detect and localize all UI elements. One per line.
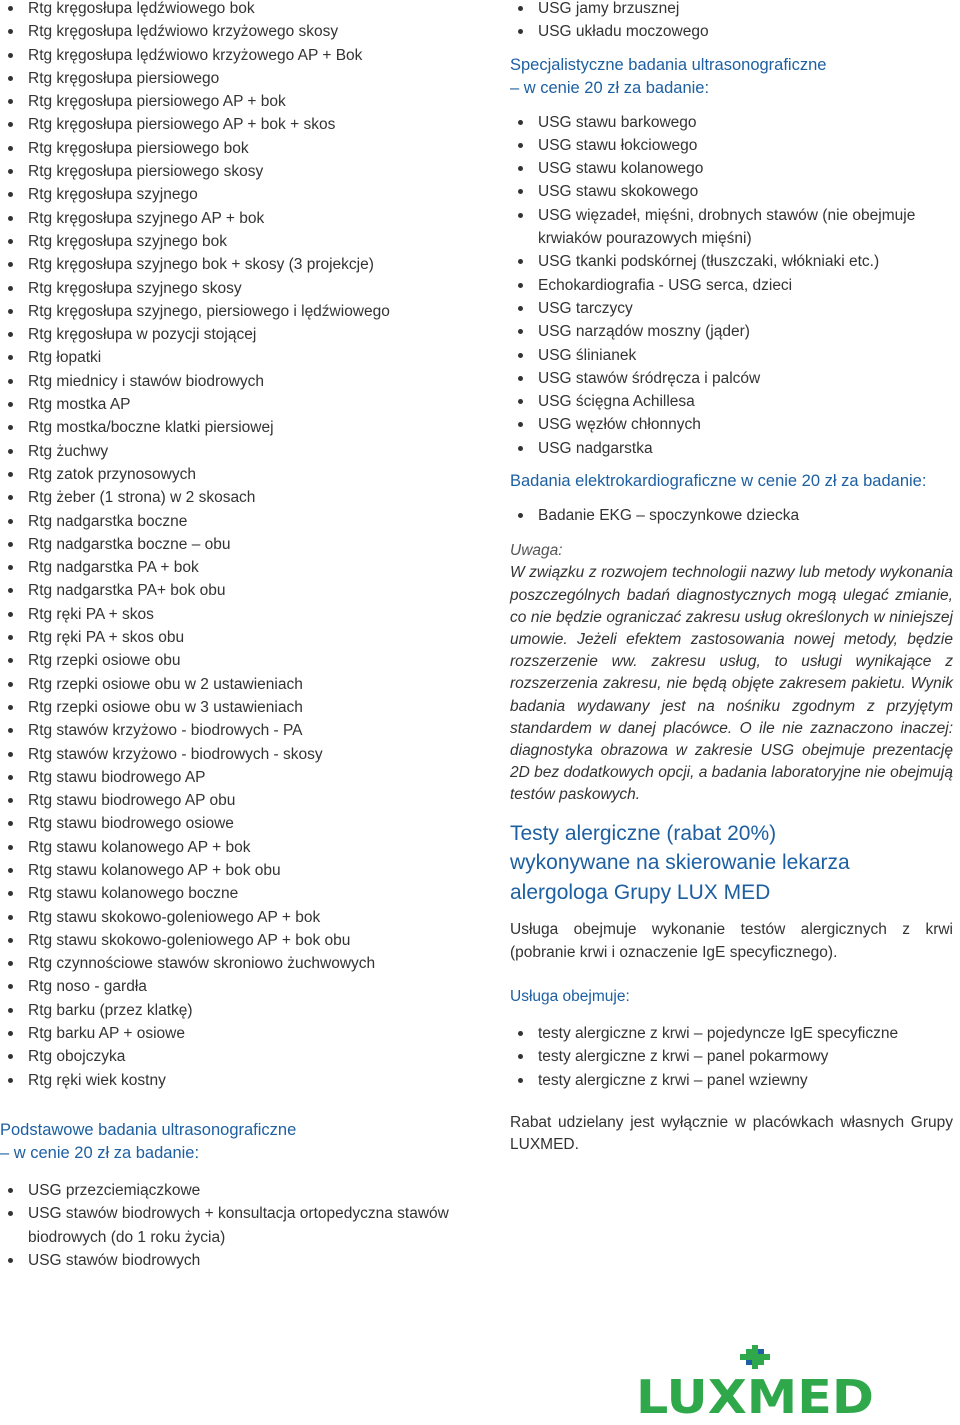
uwaga-text: W związku z rozwojem technologii nazwy lub metody wykonania poszczególnych badań diagnostycznych mogą ulegać zmianie, co nie będzie ograniczać zakresu usług określonych w niniejszej umowie. Jeżeli efektem zastosowania nowej metody, będzie rozszerzenie ww. zakresu usług, to usługi wynikające z rozszerzenia zakresu, nie będą objęte zakresem pakietu. Wynik badania wydawany jest na nośniku zgodnym z przyjętym standardem w danej placówce. O ile nie zaznaczono inaczej: diagnostyka obrazowa w zakresie USG obejmuje prezentację 2D bez dodatkowych opcji, a badania laboratoryjne nie obejmują testów paskowych.	[510, 564, 953, 804]
list-item: testy alergiczne z krwi – pojedyncze IgE specyficzne	[510, 1022, 953, 1045]
usg-special-heading-line1: Specjalistyczne badania ultrasonograficzne	[510, 55, 827, 74]
list-item: Rtg kręgosłupa piersiowego skosy	[0, 160, 460, 183]
list-item: Rtg stawu biodrowego AP obu	[0, 789, 460, 812]
list-item: USG stawów biodrowych	[0, 1249, 450, 1272]
left-column	[0, 0, 460, 1272]
list-item: USG przezciemiączkowe	[0, 1179, 450, 1202]
list-item: Rtg mostka/boczne klatki piersiowej	[0, 416, 460, 439]
list-item: Rtg zatok przynosowych	[0, 463, 460, 486]
list-item: Rtg żuchwy	[0, 440, 460, 463]
list-item: USG węzłów chłonnych	[510, 413, 953, 436]
usg-special-list	[510, 111, 953, 460]
list-item: USG stawów biodrowych + konsultacja ortopedyczna stawów biodrowych (do 1 roku życia)	[0, 1202, 450, 1249]
list-item: Rtg kręgosłupa piersiowego	[0, 67, 460, 90]
list-item: Rtg ręki PA + skos obu	[0, 626, 460, 649]
list-item: USG ślinianek	[510, 344, 953, 367]
right-column	[510, 0, 953, 1157]
list-item: Rtg ręki PA + skos	[0, 603, 460, 626]
allergy-description: Usługa obejmuje wykonanie testów alergicznych z krwi (pobranie krwi i oznaczenie IgE specyficznego).	[510, 921, 953, 961]
list-item: Rtg rzepki osiowe obu w 2 ustawieniach	[0, 673, 460, 696]
list-item: USG stawów śródręcza i palców	[510, 367, 953, 390]
list-item: Rtg miednicy i stawów biodrowych	[0, 370, 460, 393]
list-item: Rtg kręgosłupa szyjnego skosy	[0, 277, 460, 300]
rtg-list	[0, 0, 460, 1092]
list-item: Rtg kręgosłupa lędźwiowo krzyżowego skosy	[0, 20, 460, 43]
list-item: Rtg kręgosłupa piersiowego AP + bok	[0, 90, 460, 113]
list-item: Rtg nadgarstka boczne – obu	[0, 533, 460, 556]
list-item: Rtg stawów krzyżowo - biodrowych - skosy	[0, 743, 460, 766]
list-item: USG tkanki podskórnej (tłuszczaki, włókniaki etc.)	[510, 250, 953, 273]
uwaga-title: Uwaga:	[510, 542, 563, 560]
list-item: Rtg barku AP + osiowe	[0, 1022, 460, 1045]
usg-special-heading-line2: – w cenie 20 zł za badanie:	[510, 78, 710, 97]
list-item: Rtg stawów krzyżowo - biodrowych - PA	[0, 719, 460, 742]
allergy-heading-line1: Testy alergiczne (rabat 20%)	[510, 821, 777, 845]
list-item: Rtg kręgosłupa szyjnego AP + bok	[0, 207, 460, 230]
list-item: Rtg czynnościowe stawów skroniowo żuchwowych	[0, 952, 460, 975]
ekg-list	[510, 504, 953, 527]
list-item: Rtg stawu kolanowego AP + bok obu	[0, 859, 460, 882]
list-item: testy alergiczne z krwi – panel pokarmowy	[510, 1045, 953, 1068]
allergy-sub-heading: Usługa obejmuje:	[510, 988, 630, 1006]
usg-basic-heading-line1: Podstawowe badania ultrasonograficzne	[0, 1120, 297, 1139]
allergy-heading-line2: wykonywane na skierowanie lekarza	[510, 851, 850, 875]
list-item: USG jamy brzusznej	[510, 0, 953, 20]
usg-special-heading	[510, 54, 953, 100]
list-item: Rtg stawu kolanowego boczne	[0, 882, 460, 905]
list-item: Rtg kręgosłupa lędźwiowego bok	[0, 0, 460, 20]
list-item: Rtg noso - gardła	[0, 975, 460, 998]
list-item: Rtg rzepki osiowe obu	[0, 649, 460, 672]
list-item: Rtg stawu biodrowego osiowe	[0, 812, 460, 835]
list-item: Rtg kręgosłupa szyjnego	[0, 183, 460, 206]
ekg-heading: Badania elektrokardiograficzne w cenie 20 zł za badanie:	[510, 472, 927, 491]
list-item: Rtg rzepki osiowe obu w 3 ustawieniach	[0, 696, 460, 719]
list-item: Rtg obojczyka	[0, 1045, 460, 1068]
list-item: USG stawu skokowego	[510, 180, 953, 203]
list-item: Rtg ręki wiek kostny	[0, 1069, 460, 1092]
usg-basic-heading	[0, 1119, 460, 1165]
list-item: Echokardiografia - USG serca, dzieci	[510, 274, 953, 297]
list-item: Rtg kręgosłupa piersiowego AP + bok + skos	[0, 113, 460, 136]
list-item: Rtg nadgarstka PA+ bok obu	[0, 579, 460, 602]
list-item: Rtg stawu kolanowego AP + bok	[0, 836, 460, 859]
list-item: Rtg kręgosłupa lędźwiowo krzyżowego AP + Bok	[0, 44, 460, 67]
list-item: Badanie EKG – spoczynkowe dziecka	[510, 504, 953, 527]
list-item: Rtg żeber (1 strona) w 2 skosach	[0, 486, 460, 509]
list-item: Rtg nadgarstka PA + bok	[0, 556, 460, 579]
usg-top-list	[510, 0, 953, 44]
list-item: Rtg barku (przez klatkę)	[0, 999, 460, 1022]
list-item: Rtg kręgosłupa w pozycji stojącej	[0, 323, 460, 346]
list-item: Rtg łopatki	[0, 346, 460, 369]
list-item: Rtg kręgosłupa piersiowego bok	[0, 137, 460, 160]
list-item: USG tarczycy	[510, 297, 953, 320]
list-item: Rtg stawu skokowo-goleniowego AP + bok	[0, 906, 460, 929]
cross-emblem-icon	[740, 1345, 770, 1369]
luxmed-logo-graphic	[636, 1345, 876, 1417]
usg-basic-list	[0, 1179, 450, 1272]
list-item: testy alergiczne z krwi – panel wziewny	[510, 1069, 953, 1092]
list-item: USG stawu łokciowego	[510, 134, 953, 157]
list-item: Rtg kręgosłupa szyjnego bok + skosy (3 projekcje)	[0, 253, 460, 276]
list-item: Rtg nadgarstka boczne	[0, 510, 460, 533]
luxmed-logo	[636, 1345, 876, 1417]
list-item: USG stawu kolanowego	[510, 157, 953, 180]
list-item: USG ścięgna Achillesa	[510, 390, 953, 413]
rabat-text: Rabat udzielany jest wyłącznie w placówkach własnych Grupy LUXMED.	[510, 1113, 953, 1154]
list-item: Rtg kręgosłupa szyjnego, piersiowego i lędźwiowego	[0, 300, 460, 323]
list-item: Rtg stawu skokowo-goleniowego AP + bok obu	[0, 929, 460, 952]
list-item: Rtg kręgosłupa szyjnego bok	[0, 230, 460, 253]
list-item: USG stawu barkowego	[510, 111, 953, 134]
list-item: USG układu moczowego	[510, 20, 953, 43]
allergy-list	[510, 1022, 953, 1092]
allergy-heading-line3: alergologa Grupy LUX MED	[510, 880, 771, 904]
list-item: USG więzadeł, mięśni, drobnych stawów (nie obejmuje krwiaków pourazowych mięśni)	[510, 204, 953, 251]
list-item: Rtg mostka AP	[0, 393, 460, 416]
luxmed-logo-text: LUXMED	[636, 1370, 874, 1417]
list-item: USG narządów moszny (jąder)	[510, 320, 953, 343]
usg-basic-heading-line2: – w cenie 20 zł za badanie:	[0, 1143, 200, 1162]
list-item: Rtg stawu biodrowego AP	[0, 766, 460, 789]
list-item: USG nadgarstka	[510, 437, 953, 460]
allergy-heading	[510, 819, 953, 908]
